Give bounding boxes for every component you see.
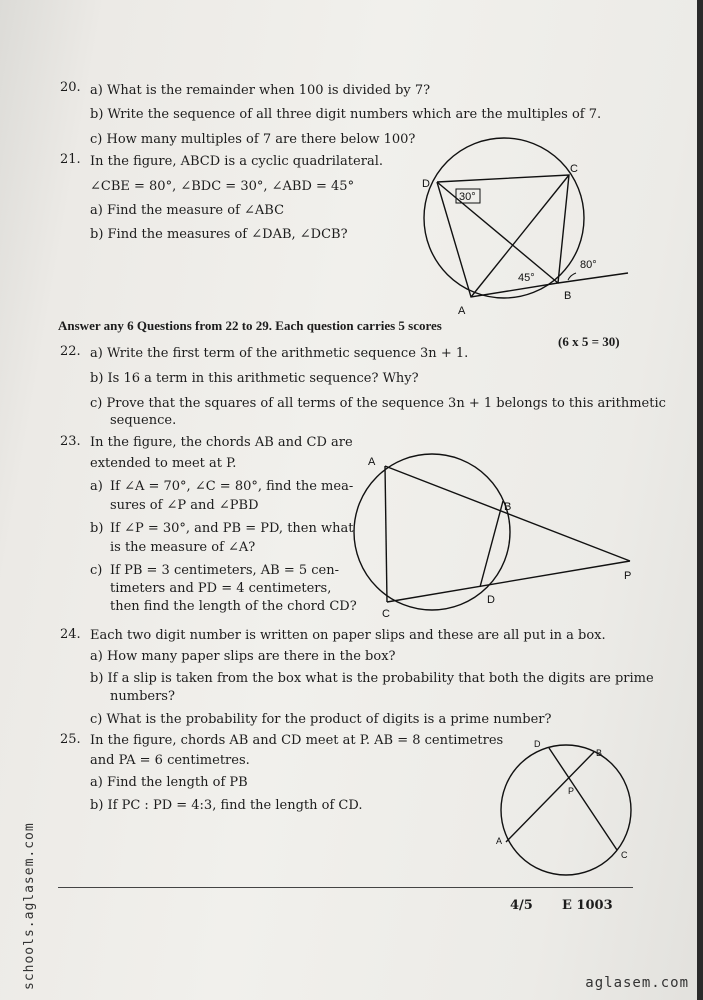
bottom-watermark: aglasem.com (585, 975, 689, 991)
q23-circle (354, 454, 510, 610)
q22-part-c-line2: sequence. (110, 413, 177, 428)
q25-label-p: P (568, 786, 575, 796)
q23-number: 23. (60, 434, 81, 449)
q25-stem-line1: In the figure, chords AB and CD meet at P. AB = 8 centimetres (90, 733, 504, 748)
q20-part-a: a) What is the remainder when 100 is divided by 7? (90, 83, 431, 98)
q21-angle-a-label: 45° (518, 272, 535, 284)
q21-angle-b-label: 80° (580, 259, 597, 271)
q23-label-b: B (504, 501, 512, 513)
q24-stem: Each two digit number is written on paper slips and these are all put in a box. (90, 628, 606, 643)
q20-part-c: c) How many multiples of 7 are there below 100? (90, 132, 416, 147)
q22-part-c-line1: c) Prove that the squares of all terms of the sequence 3n + 1 belongs to this arithmetic (90, 396, 666, 411)
q24-part-b-line1: b) If a slip is taken from the box what is the probability that both the digits are prime (90, 671, 654, 686)
q23-part-b-line2: is the measure of ∠A? (110, 540, 256, 555)
q25-label-c: C (621, 850, 628, 860)
q23-part-c-line3: then find the length of the chord CD? (110, 599, 357, 614)
q24-part-b-line2: numbers? (110, 689, 175, 704)
q21-extension-be (558, 273, 628, 283)
q21-label-d: D (422, 178, 430, 190)
q21-label-a: A (458, 305, 466, 317)
q23-part-a-line2: sures of ∠P and ∠PBD (110, 498, 259, 513)
q21-part-a: a) Find the measure of ∠ABC (90, 203, 285, 218)
q25-stem-line2: and PA = 6 centimetres. (90, 753, 250, 768)
q23-part-c-line2: timeters and PD = 4 centimeters, (110, 581, 332, 596)
q25-number: 25. (60, 732, 81, 747)
q23-secant-cp (387, 561, 630, 602)
q25-circle (501, 745, 631, 875)
q25-label-d: D (534, 739, 541, 749)
q21-quadrilateral (437, 175, 569, 297)
q21-label-c: C (570, 163, 578, 175)
q21-angle-d-label: 30° (459, 191, 476, 203)
q23-stem-line2: extended to meet at P. (90, 456, 237, 471)
section-marks: (6 x 5 = 30) (558, 334, 620, 349)
q23-part-c-line1: If PB = 3 centimeters, AB = 5 cen- (110, 563, 339, 578)
q23-label-c: c) (90, 563, 103, 578)
q23-part-a-line1: If ∠A = 70°, ∠C = 80°, find the mea- (110, 479, 354, 494)
q21-stem: In the figure, ABCD is a cyclic quadrilateral. (90, 154, 383, 169)
page-number: 4/5 (510, 898, 533, 913)
q22-part-b: b) Is 16 a term in this arithmetic sequence? Why? (90, 371, 419, 386)
q24-part-a: a) How many paper slips are there in the box? (90, 649, 396, 664)
q23-part-b-line1: If ∠P = 30°, and PB = PD, then what (110, 521, 354, 536)
q23-chord-bd (480, 501, 503, 587)
q21-given: ∠CBE = 80°, ∠BDC = 30°, ∠ABD = 45° (90, 179, 355, 194)
q23-label-d: D (487, 594, 495, 606)
q23-label-b: b) (90, 521, 104, 536)
q22-part-a: a) Write the first term of the arithmetic sequence 3n + 1. (90, 346, 469, 361)
q25-intersecting-chords-figure (494, 740, 644, 880)
section-heading: Answer any 6 Questions from 22 to 29. Each question carries 5 scores (58, 318, 442, 333)
q23-label-a: A (368, 456, 376, 468)
q24-part-c: c) What is the probability for the product of digits is a prime number? (90, 712, 552, 727)
q22-number: 22. (60, 344, 81, 359)
exam-code: E 1003 (562, 898, 613, 913)
q23-label-p: P (624, 570, 632, 582)
q20-part-b: b) Write the sequence of all three digit numbers which are the multiples of 7. (90, 107, 602, 122)
q21-number: 21. (60, 152, 81, 167)
q23-label-c: C (382, 608, 390, 620)
q21-part-b: b) Find the measures of ∠DAB, ∠DCB? (90, 227, 348, 242)
q25-label-b: B (596, 748, 603, 758)
q23-circle-secants-figure (340, 452, 640, 622)
q23-stem-line1: In the figure, the chords AB and CD are (90, 435, 353, 450)
q21-cyclic-quadrilateral-figure (418, 135, 628, 315)
q20-number: 20. (60, 80, 81, 95)
footer-rule (58, 887, 633, 888)
q23-label-a: a) (90, 479, 103, 494)
q21-angle-b-arc (568, 273, 576, 280)
q24-number: 24. (60, 627, 81, 642)
q23-secant-ap (385, 466, 630, 561)
side-watermark: schools.aglasem.com (22, 822, 37, 990)
q25-part-b: b) If PC : PD = 4:3, find the length of CD. (90, 798, 363, 813)
page-edge (697, 0, 703, 1000)
q21-diagonal-db (437, 182, 558, 283)
q25-part-a: a) Find the length of PB (90, 775, 248, 790)
q23-chord-ac (385, 466, 387, 602)
q21-label-b: B (564, 290, 572, 302)
q25-label-a: A (496, 836, 503, 846)
